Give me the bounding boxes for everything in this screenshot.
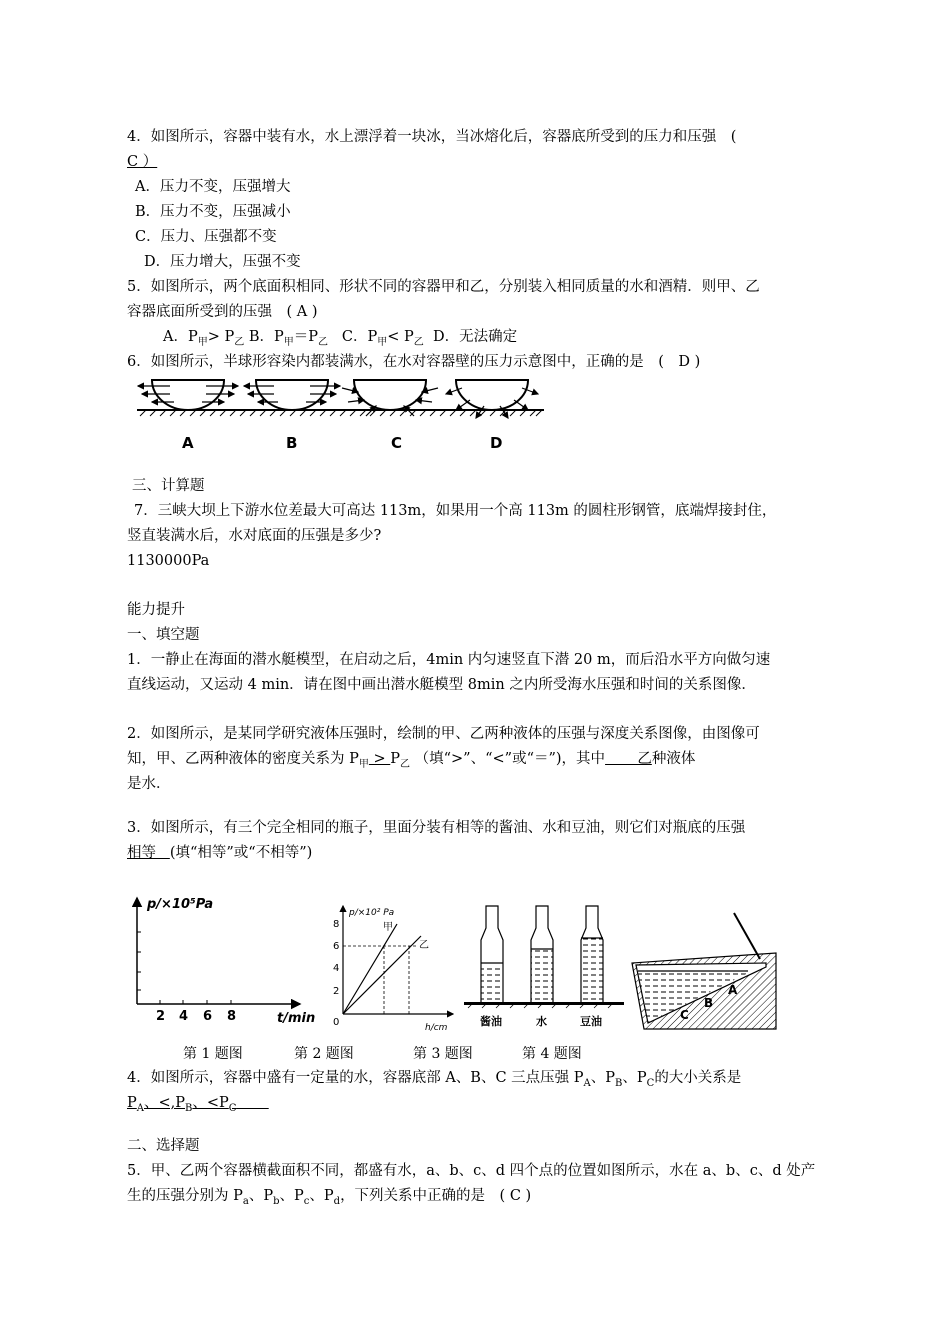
hemisphere-label-c: C — [391, 434, 403, 452]
q7-line1: 7．三峡大坝上下游水位差最大可高达 113m，如果用一个高 113m 的圆柱形钢管，底端焊接封住， — [134, 503, 777, 519]
f4-ans-sub: A — [136, 1102, 144, 1114]
q5-line2: 容器底面所受到的压强 ( A ) — [127, 304, 318, 320]
f2-blank1: > — [368, 751, 391, 767]
f4-ans: 、<P — [192, 1095, 229, 1111]
f2-text: P — [390, 751, 401, 767]
caption-fig3: 第 3 题图 — [413, 1046, 473, 1062]
f2-line1: 2．如图所示，是某同学研究液体压强时，绘制的甲、乙两种液体的压强与深度关系图像，由图像可 — [127, 726, 760, 742]
caption-fig4: 第 4 题图 — [522, 1046, 582, 1062]
q4-option-b: B．压力不变，压强减小 — [135, 204, 291, 220]
f4-sub: A — [583, 1077, 591, 1089]
q4-option-d: D．压力增大，压强不变 — [144, 254, 301, 270]
bottle-label-soy: 酱油 — [480, 1015, 502, 1028]
q5-opt-part: D．无法确定 — [432, 329, 518, 345]
q5-line1: 5．如图所示，两个底面积相同、形状不同的容器甲和乙，分别装入相同质量的水和酒精．则甲、乙 — [127, 279, 760, 295]
fig4-point-a: A — [728, 983, 738, 997]
f2-text: （填“>”、“<”或“＝”)，其中 — [414, 751, 606, 767]
q5-opt-sub: 乙 — [413, 336, 424, 348]
f4-ans-sub: C — [228, 1102, 237, 1114]
f4-sub: C — [646, 1077, 655, 1089]
fig4-point-c: C — [680, 1008, 689, 1022]
c5-sub: c — [303, 1195, 310, 1207]
q5-opt-part: > P — [207, 329, 235, 345]
fig1-xtick: 8 — [227, 1009, 237, 1024]
caption-fig1: 第 1 题图 — [183, 1046, 243, 1062]
f3-answer: 相等 — [127, 845, 156, 861]
bottle-label-oil: 豆油 — [580, 1015, 602, 1028]
c5-line1: 5．甲、乙两个容器横截面积不同，都盛有水，a、b、c、d 四个点的位置如图所示，水在 a、b、c、d 处产 — [127, 1163, 816, 1179]
f4-ans-sub: B — [185, 1102, 193, 1114]
c5-text: ，下列关系中正确的是 ( C ) — [340, 1188, 532, 1204]
f4-text: 、P — [622, 1070, 647, 1086]
fill-title: 一、填空题 — [127, 627, 200, 643]
q5-options — [163, 327, 517, 353]
fig3-bottles — [462, 900, 628, 1032]
section3-title: 三、计算题 — [132, 478, 205, 494]
f4-text: 、P — [590, 1070, 616, 1086]
q4-option-a: A．压力不变，压强增大 — [135, 179, 291, 195]
fig2-ytick: 6 — [333, 941, 340, 952]
fig2-xlabel: h/cm — [425, 1023, 448, 1033]
q5-opt-sub: 乙 — [234, 336, 245, 348]
f4-line1 — [127, 1068, 741, 1094]
c5-sub: b — [273, 1195, 280, 1207]
hemisphere-figures — [132, 372, 552, 454]
ability-title: 能力提升 — [127, 602, 185, 618]
fig2-origin: 0 — [333, 1017, 340, 1028]
f3-rest: (填“相等”或“不相等”) — [169, 845, 313, 861]
q7-answer: 1130000Pa — [127, 553, 210, 569]
caption-fig2: 第 2 题图 — [294, 1046, 354, 1062]
fig1-xtick: 2 — [156, 1009, 166, 1024]
fig1-axes — [125, 890, 325, 1030]
f2-line2 — [127, 749, 695, 775]
series-jia-line — [343, 924, 397, 1014]
q4-answer-text: C ） — [127, 154, 158, 170]
q5-opt-sub: 甲 — [283, 336, 294, 348]
f3-line2 — [127, 843, 312, 863]
hemisphere-label-a: A — [182, 434, 194, 452]
c5-sub: d — [333, 1195, 341, 1207]
f3-line1: 3．如图所示，有三个完全相同的瓶子，里面分装有相等的酱油、水和豆油，则它们对瓶底的压强 — [127, 820, 746, 836]
f1-line1: 1．一静止在海面的潜水艇模型，在启动之后，4min 内匀速竖直下潜 20 m，而后沿水平方向做匀速 — [127, 652, 771, 668]
q5-opt-part: < P — [387, 329, 414, 345]
choice-title: 二、选择题 — [127, 1138, 200, 1154]
f2-sub: 乙 — [400, 758, 411, 770]
q5-opt-sub: 甲 — [377, 336, 388, 348]
fig2-ytick: 8 — [333, 919, 340, 930]
hemisphere-label-b: B — [286, 434, 298, 452]
f4-answer — [127, 1093, 269, 1119]
fig2-chart — [325, 900, 465, 1035]
q5-opt-part: A．P — [163, 329, 198, 345]
f4-ans: 、<,P — [144, 1095, 186, 1111]
q5-opt-part: B．P — [248, 329, 284, 345]
c5-sub: a — [242, 1195, 249, 1207]
q4-stem: 4．如图所示，容器中装有水，水上漂浮着一块冰，当冰熔化后，容器底所受到的压力和压强 ( — [127, 129, 737, 145]
f2-text: 知，甲、乙两种液体的密度关系为 P — [127, 751, 359, 767]
fig1-ylabel: p/×10⁵Pa — [147, 897, 214, 912]
f2-blank2: 乙 — [605, 751, 652, 767]
f4-text: 的大小关系是 — [654, 1070, 742, 1086]
q4-option-c: C．压力、压强都不变 — [135, 229, 277, 245]
q6-stem: 6．如图所示，半球形容染内都装满水，在水对容器壁的压力示意图中，正确的是 ( D ) — [127, 354, 701, 370]
c5-text: 生的压强分别为 P — [127, 1188, 243, 1204]
q5-opt-part: ＝P — [293, 329, 319, 345]
fig2-series-yi: 乙 — [419, 940, 429, 951]
fig2-ylabel: p/×10² Pa — [349, 908, 395, 918]
q4-answer — [127, 152, 157, 172]
fig2-series-jia: 甲 — [383, 922, 393, 933]
fig2-ytick: 2 — [333, 986, 340, 997]
q5-opt-sub: 乙 — [318, 336, 329, 348]
f4-text: 4．如图所示，容器中盛有一定量的水，容器底部 A、B、C 三点压强 P — [127, 1070, 584, 1086]
c5-line2: 生的压强分别为 $P_a$、$P_b$、$P_c$、$P_d$，下列关系中正确的是 ( C ) — [127, 1188, 532, 1207]
f4-sub: B — [615, 1077, 623, 1089]
q5-opt-part: C．P — [341, 329, 378, 345]
f2-line3: 是水． — [127, 776, 171, 792]
q5-opt-sub: 甲 — [197, 336, 208, 348]
f2-text: 种液体 — [651, 751, 696, 767]
fig1-xlabel: t/min — [277, 1011, 316, 1026]
f1-line2: 直线运动，又运动 4 min．请在图中画出潜水艇模型 8min 之内所受海水压强和时间的关系图像． — [127, 677, 756, 693]
bottle-label-water: 水 — [536, 1015, 547, 1028]
fig2-ytick: 4 — [333, 963, 340, 974]
fig4-point-b: B — [704, 996, 714, 1010]
fig1-xtick: 4 — [179, 1009, 189, 1024]
f2-sub: 甲 — [358, 758, 369, 770]
q7-line2: 竖直装满水后，水对底面的压强是多少? — [127, 528, 382, 544]
fig1-xtick: 6 — [203, 1009, 213, 1024]
f4-ans: P — [127, 1095, 137, 1111]
hemisphere-label-d: D — [490, 434, 503, 452]
fig4-container — [628, 905, 780, 1035]
